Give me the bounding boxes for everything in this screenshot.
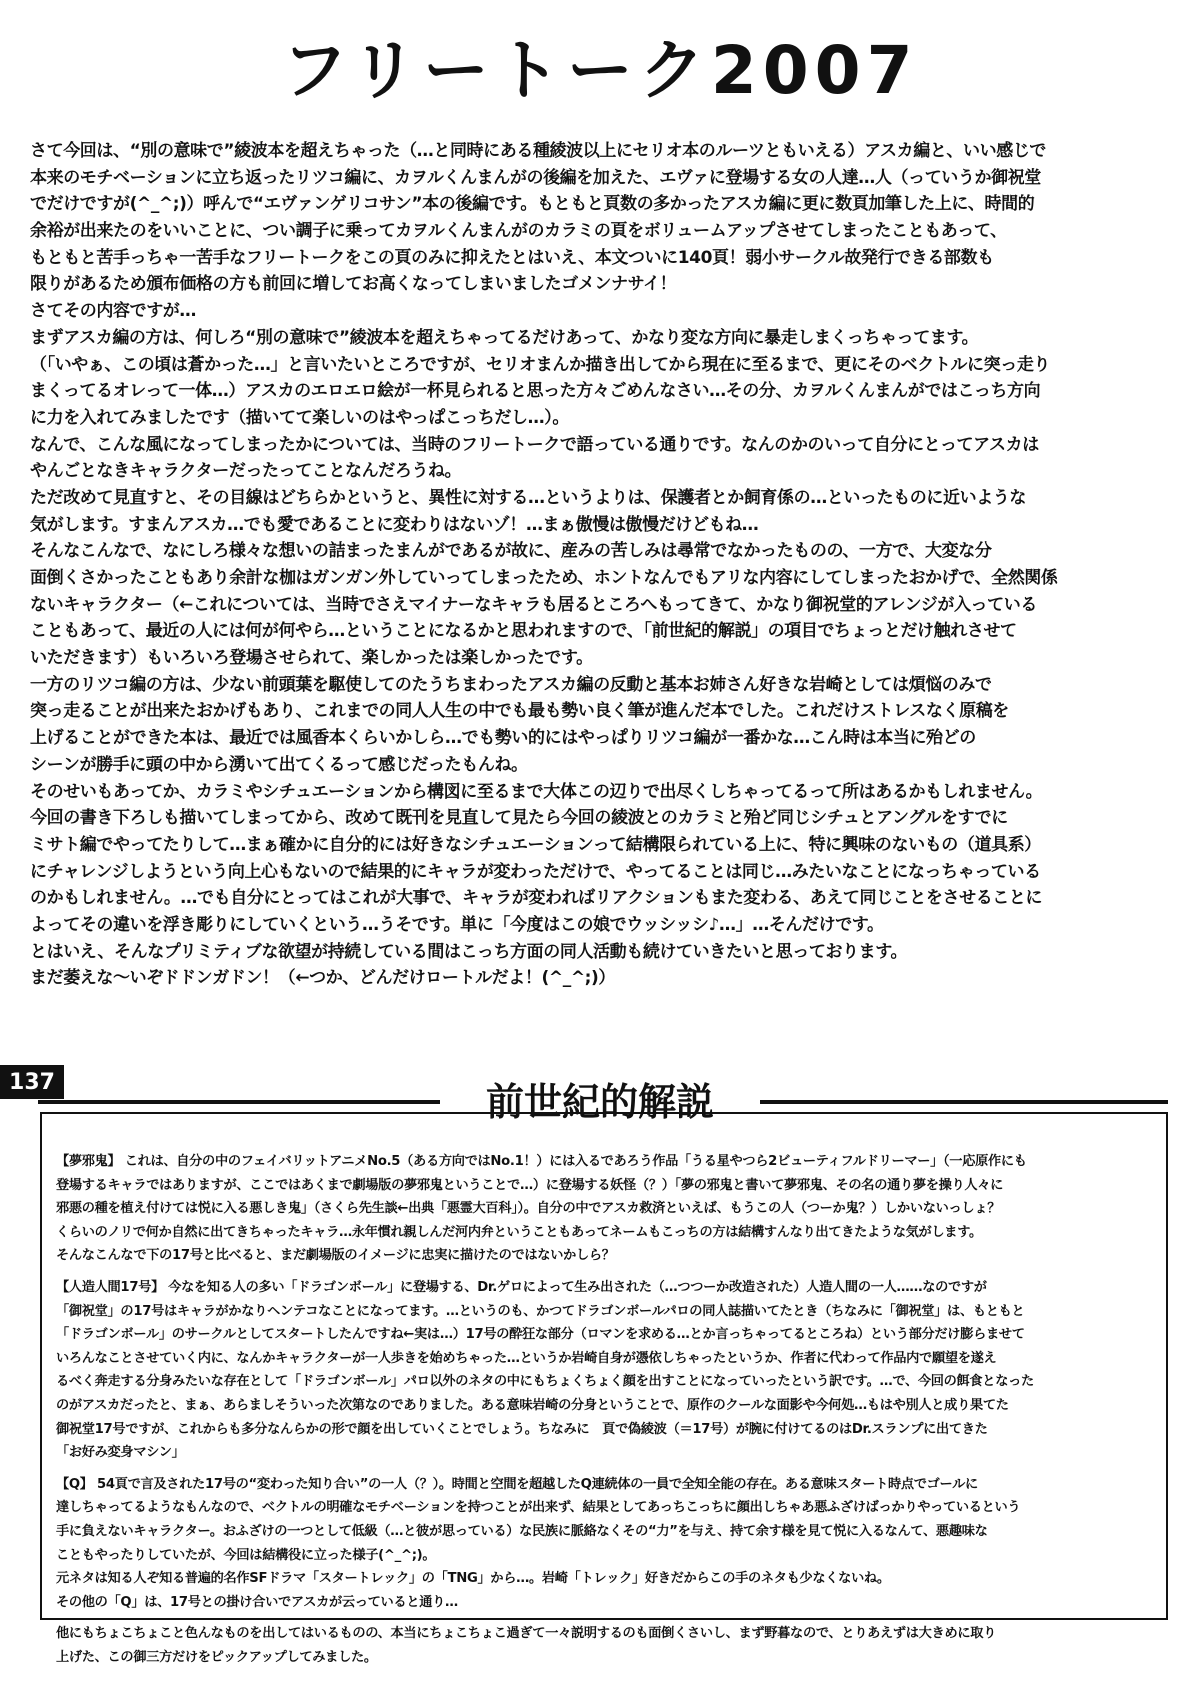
body-line: とはいえ、そんなプリミティブな欲望が持続している間はこっち方面の同人活動も続けていきたいと思っております。 — [30, 941, 908, 962]
body-line: そんなこんなで、なにしろ様々な想いの詰まったまんがであるが故に、産みの苦しみは尋常でなかったものの、一方で、大変な分 — [30, 541, 992, 562]
body-line: さてその内容ですが… — [30, 301, 196, 322]
body-line: ミサト編でやってたりして…まぁ確かに自分的には好きなシチュエーションって結構限られている上に、特に興味のないもの（道具系） — [30, 834, 1041, 855]
body-line: まくってるオレって一体…）アスカのエロエロ絵が一杯見られると思った方々ごめんなさい…その分、カヲルくんまんがではこっち方向 — [30, 381, 1041, 402]
commentary-line: 達しちゃってるようなもんなので、ベクトルの明確なモチベーションを持つことが出来ず、結果としてあっちこっちに顔出しちゃあ悪ふざけばっかりやっているという — [56, 1500, 1021, 1516]
commentary-line: 「お好み変身マシン」 — [56, 1445, 185, 1461]
body-line: まずアスカ編の方は、何しろ“別の意味で”綾波本を超えちゃってるだけあって、かなり変な方向に暴走しまくっちゃってます。 — [30, 327, 979, 348]
free-talk-body — [30, 138, 1180, 992]
commentary-line: 手に負えないキャラクター。おふざけの一つとして低級（…と彼が思っている）な民族に脈絡なくその“力”を与え、持て余す様を見て悦に入るなんて、悪趣味な — [56, 1523, 988, 1539]
entry-gap — [56, 1268, 1156, 1276]
body-line: 一方のリツコ編の方は、少ない前頭葉を駆使してのたうちまわったアスカ編の反動と基本お姉さん好きな岩崎としては煩悩のみで — [30, 674, 992, 695]
body-line: ないキャラクター（←これについては、当時でさえマイナーなキャラも居るところへもってきて、かなり御祝堂的アレンジが入っている — [30, 594, 1037, 615]
body-line: さて今回は、“別の意味で”綾波本を超えちゃった（…と同時にある種綾波以上にセリオ本のルーツともいえる）アスカ編と、いい感じで — [30, 141, 1047, 161]
body-line: 上げることができた本は、最近では風香本くらいかしら…でも勢い的にはやっぱりリツコ編が一番かな…こん時は本当に殆どの — [30, 728, 976, 749]
body-line: よってその違いを浮き彫りにしていくという…うそです。単に「今度はこの娘でウッシッシ♪…」…そんだけです。 — [30, 914, 884, 935]
commentary-line: 「御祝堂」の17号はキャラがかなりヘンテコなことになってます。…というのも、かつてドラゴンボールパロの同人誌描いてたとき（ちなみに「御祝堂」は、もともと — [56, 1303, 1025, 1319]
commentary-line: そんなこんなで下の17号と比べると、まだ劇場版のイメージに忠実に描けたのではないかしら？ — [56, 1248, 615, 1264]
body-line: シーンが勝手に頭の中から湧いて出てくるって感じだったもんね。 — [30, 754, 528, 775]
section-title: 前世紀的解説 — [440, 1078, 760, 1126]
body-line: 今回の書き下ろしも描いてしまってから、改めて既刊を見直して見たら今回の綾波とのカラミと殆ど同じシチュとアングルをすでに — [30, 808, 1008, 829]
page-title: フリートーク2007 — [281, 32, 919, 109]
body-line: なんで、こんな風になってしまったかについては、当時のフリートークで語っている通りです。なんのかのいって自分にとってアスカは — [30, 434, 1039, 455]
commentary-line: 【Q】 54頁で言及された17号の“変わった知り合い”の一人（？）。時間と空間を超越したQ連続体の一員で全知全能の存在。ある意味スタート時点でゴールに — [56, 1476, 978, 1492]
commentary-line: 他にもちょこちょこと色んなものを出してはいるものの、本当にちょこちょこ過ぎて一々説明するのも面倒くさいし、まず野暮なので、とりあえずは大きめに取り — [56, 1626, 996, 1642]
commentary-line: 【夢邪鬼】 これは、自分の中のフェイバリットアニメNo.5（ある方向ではNo.1！）には入るであろう作品「うる星やつら2ビューティフルドリーマー」（一応原作にも — [56, 1154, 1027, 1169]
section-rule-right — [742, 1100, 1168, 1104]
commentary-entry — [56, 1276, 1156, 1465]
body-line: 本来のモチベーションに立ち返ったリツコ編に、カヲルくんまんがの後編を加えた、エヴァに登場する女の人達…人（っていうか御祝堂 — [30, 167, 1041, 188]
entry-gap — [56, 1614, 1156, 1622]
section-rule-left — [38, 1100, 458, 1104]
commentary-entry — [56, 1150, 1156, 1268]
commentary-line: いろんなことさせていく内に、なんかキャラクターが一人歩きを始めちゃった…というか岩崎自身が憑依しちゃったというか、作者に代わって作品内で願望を遂え — [56, 1350, 997, 1366]
body-line: そのせいもあってか、カラミやシチュエーションから構図に至るまで大体この辺りで出尽くしちゃってるって所はあるかもしれません。 — [30, 781, 1043, 802]
commentary-line: 上げた、この御三方だけをピックアップしてみました。 — [56, 1649, 377, 1665]
body-line: やんごとなきキャラクターだったってことなんだろうね。 — [30, 461, 462, 482]
commentary-entry — [56, 1622, 1156, 1669]
commentary-entry — [56, 1473, 1156, 1615]
body-line: もともと苦手っちゃ一苦手なフリートークをこの頁のみに抑えたとはいえ、本文ついに140頁！弱小サークル故発行できる部数も — [30, 247, 994, 268]
commentary-line: 【人造人間17号】 今なを知る人の多い「ドラゴンボール」に登場する、Dr.ゲロによって生み出された（…つつーか改造された）人造人間の一人……なのですが — [56, 1279, 987, 1295]
commentary-line: くらいのノリで何か自然に出てきちゃったキャラ…永年慣れ親しんだ河内弁ということもあってネームもこっちの方は結構すんなり出てきたような気がします。 — [56, 1224, 982, 1240]
body-line: 気がします。すまんアスカ…でも愛であることに変わりはないゾ！…まぁ傲慢は傲慢だけどもね… — [30, 514, 759, 535]
body-line: でだけですが(^_^;)）呼んで“エヴァンゲリコサン”本の後編です。もともと頁数の多かったアスカ編に更に数頁加筆した上に、時間的 — [30, 194, 1035, 215]
page-number: 137 — [0, 1065, 64, 1099]
commentary-line: その他の「Q」は、17号との掛け合いでアスカが云っていると通り… — [56, 1594, 458, 1610]
commentary-line: こともやったりしていたが、今回は結構役に立った様子(^_^;)。 — [56, 1547, 436, 1563]
commentary-line: のがアスカだったと、まぁ、あらましそういった次第なのでありました。ある意味岩崎の分身ということで、原作のクールな面影や今何処…もはや別人と成り果てた — [56, 1397, 1009, 1413]
body-line: （「いやぁ、この頃は蒼かった…」と言いたいところですが、セリオまんか描き出してから現在に至るまで、更にそのベクトルに突っ走り — [30, 354, 1051, 375]
commentary-body — [56, 1150, 1156, 1669]
body-line: のかもしれません。…でも自分にとってはこれが大事で、キャラが変わればリアクションもまた変わる、あえて同じことをさせることに — [30, 888, 1043, 909]
body-line: 突っ走ることが出来たおかげもあり、これまでの同人人生の中でも最も勢い良く筆が進んだ本でした。これだけストレスなく原稿を — [30, 701, 1009, 722]
entry-gap — [56, 1465, 1156, 1473]
commentary-line: 登場するキャラではありますが、ここではあくまで劇場版の夢邪鬼ということで…）に登場する妖怪（？）「夢の邪鬼と書いて夢邪鬼、その名の通り夢を操り人々に — [56, 1177, 1004, 1193]
body-line: 面倒くさかったこともあり余計な枷はガンガン外していってしまったため、ホントなんでもアリな内容にしてしまったおかげで、全然関係 — [30, 568, 1058, 588]
commentary-line: るべく奔走する分身みたいな存在として「ドラゴンボール」パロ以外のネタの中にもちょくちょく顔を出すことになっていったという訳です。…で、今回の餌食となった — [56, 1374, 1034, 1390]
body-line: に力を入れてみましたです（描いてて楽しいのはやっぱこっちだし…）。 — [30, 407, 569, 428]
body-line: ただ改めて見直すと、その目線はどちらかというと、異性に対する…というよりは、保護者とか飼育係の…といったものに近いような — [30, 487, 1026, 508]
body-line: まだ萎えな〜いぞドドンガドン！（←つか、どんだけロートルだよ！(^_^;)） — [30, 968, 616, 989]
commentary-line: 御祝堂17号ですが、これからも多分なんらかの形で顔を出していくことでしょう。ちなみに 頁で偽綾波（＝17号）が腕に付けてるのはDr.スランプに出てきた — [56, 1421, 988, 1437]
body-line: にチャレンジしようという向上心もないので結果的にキャラが変わっただけで、やってることは同じ…みたいなことになっちゃっている — [30, 861, 1041, 882]
commentary-line: 邪悪の種を植え付けては悦に入る悪しき鬼」（さくら先生談←出典「悪霊大百科」）。自分の中でアスカ救済といえば、もうこの人（つーか鬼？）しかいないっしょ？ — [56, 1201, 1001, 1217]
body-line: こともあって、最近の人には何が何やら…ということになるかと思われますので、「前世紀的解説」の項目でちょっとだけ触れさせて — [30, 621, 1017, 642]
body-line: いただきます）もいろいろ登場させられて、楽しかったは楽しかったです。 — [30, 648, 593, 669]
body-line: 限りがあるため頒布価格の方も前回に増してお高くなってしまいましたゴメンナサイ！ — [30, 274, 677, 295]
body-line: 余裕が出来たのをいいことに、つい調子に乗ってカヲルくんまんがのカラミの頁をボリュームアップさせてしまったこともあって、 — [30, 221, 1007, 242]
commentary-line: 「ドラゴンボール」のサークルとしてスタートしたんですね←実は…）17号の酔狂な部分（ロマンを求める…とか言っちゃってるところね）という部分だけ膨らませて — [56, 1327, 1025, 1343]
commentary-line: 元ネタは知る人ぞ知る普遍的名作SFドラマ「スタートレック」の「TNG」から…。岩崎「トレック」好きだからこの手のネタも少なくないね。 — [56, 1571, 890, 1587]
